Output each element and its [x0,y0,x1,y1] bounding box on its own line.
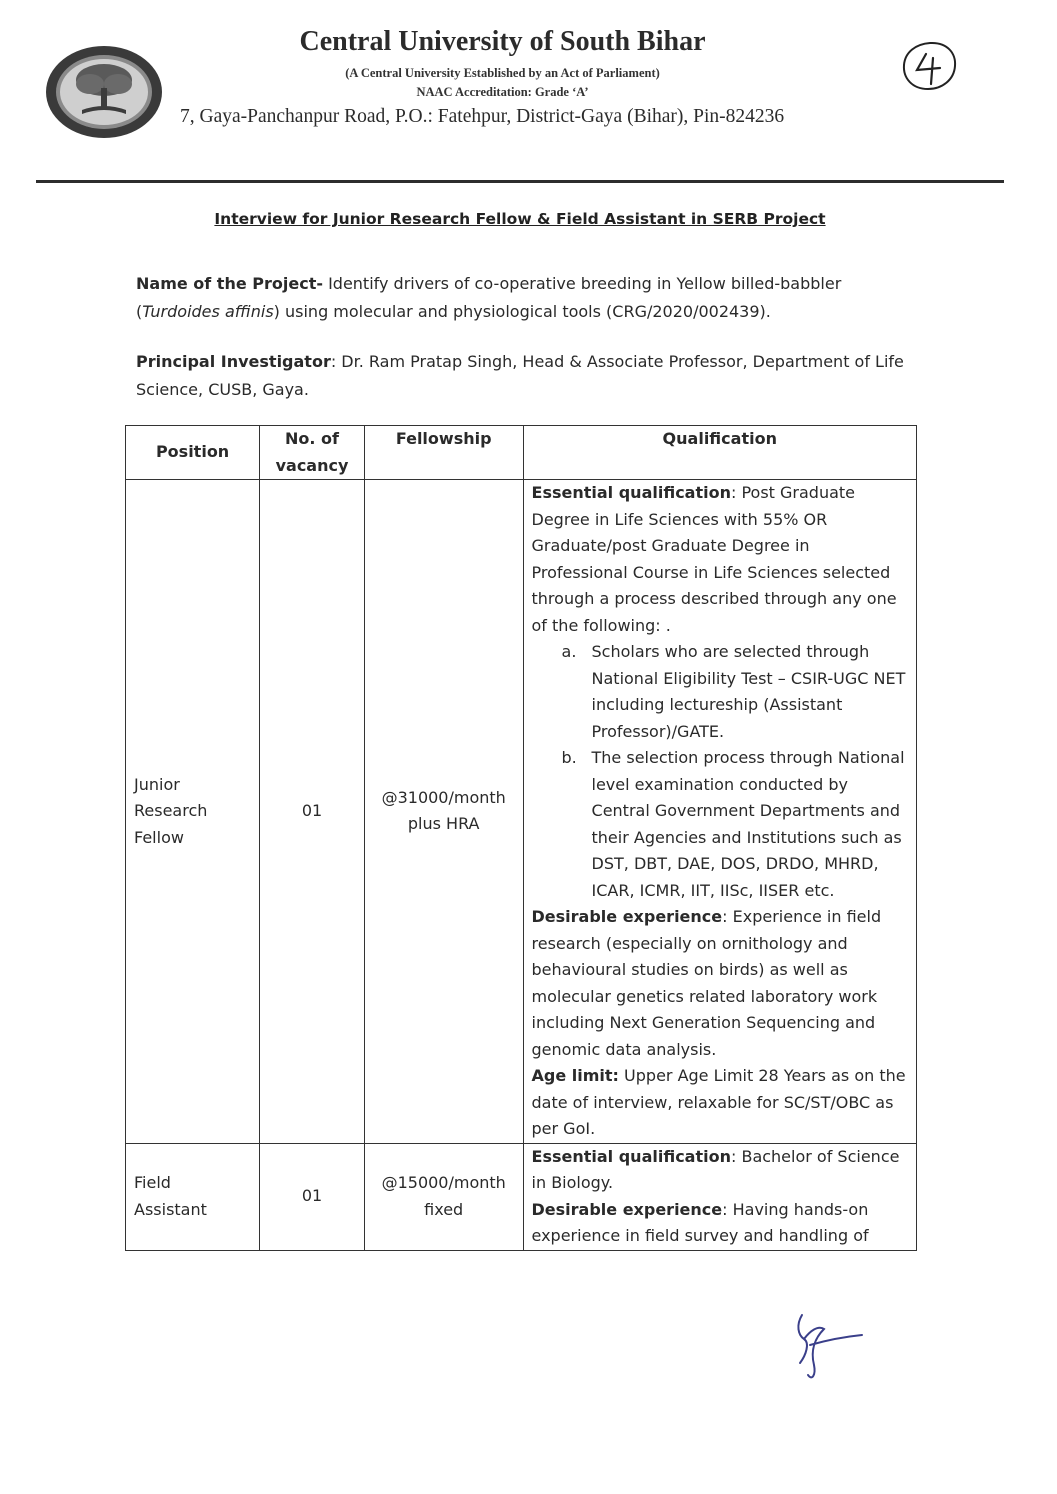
cell-qualification [523,1143,916,1250]
letterhead-divider [36,180,1004,183]
position-line: Fellow [134,827,184,847]
list-marker: b. [561,748,577,767]
eligibility-list [532,639,908,904]
essential-label: Essential qualification [531,1146,731,1166]
cell-vacancy: 01 [260,1143,365,1250]
investigator-text: : Dr. Ram Pratap Singh, Head & Associate Professor, Department of Life Science, CUSB, Gaya. [136,352,904,399]
handwritten-signature [780,1305,870,1385]
position-line: Assistant [134,1199,207,1219]
fellowship-line: @31000/month [381,787,506,807]
essential-text: : Post Graduate Degree in Life Sciences with 55% OR Graduate/post Graduate Degree in Professional Course in Life Sciences selected through a process described through any one of the following: . [531,483,897,635]
established-line: (A Central University Established by an Act of Parliament) [345,66,660,80]
positions-table [125,425,917,1251]
notice-heading: Interview for Junior Research Fellow & Field Assistant in SERB Project [214,210,826,228]
header-fellowship: Fellowship [364,426,523,480]
list-marker: a. [561,642,577,661]
investigator-label: Principal Investigator [136,352,331,371]
investigator-paragraph [136,348,926,404]
project-species: Turdoides affinis [142,302,274,321]
table-row [126,480,917,1144]
age-label: Age limit: [531,1066,619,1085]
age-text: Upper Age Limit 28 Years as on the date of interview, relaxable for SC/ST/OBC as per GoI. [531,1066,906,1138]
fellowship-line: @15000/month [381,1173,506,1192]
essential-label: Essential qualification [531,483,731,502]
list-item [532,745,908,904]
project-text-1: Identify drivers of co-operative breeding in Yellow billed-babbler ( [136,274,842,321]
handwritten-page-number [900,40,958,92]
fellowship-line: plus HRA [407,814,480,834]
position-line: Junior [134,774,180,794]
list-text: The selection process through National level examination conducted by Central Government Departments and their Agencies and Institutions such as DST, DBT, DAE, DOS, DRDO, MHRD, ICAR, ICMR, IIT, IISc, IISER etc. [591,748,905,900]
university-address: 7, Gaya-Panchanpur Road, P.O.: Fatehpur, District-Gaya (Bihar), Pin-824236 [180,106,785,127]
project-text-2: ) using molecular and physiological tools (CRG/2020/002439). [273,302,771,321]
header-vacancy-line1: No. of [285,429,339,448]
cell-fellowship [364,480,523,1144]
project-label: Name of the Project- [136,274,323,293]
header-vacancy-line2: vacancy [275,455,349,475]
cell-qualification [523,480,916,1144]
list-text: Scholars who are selected through National Eligibility Test – CSIR-UGC NET including lectureship (Assistant Professor)/GATE. [591,642,906,741]
project-paragraph [136,270,926,326]
essential-text: : Bachelor of Science in Biology. [531,1146,900,1192]
cell-position [126,480,260,1144]
desirable-text: : Experience in field research (especially on ornithology and behavioural studies on birds) as well as molecular genetics related laboratory work including Next Generation Sequencing and genomic data analysis. [531,907,882,1059]
cell-fellowship [364,1143,523,1250]
list-item [532,639,908,745]
header-qualification: Qualification [523,426,916,480]
desirable-label: Desirable experience [531,1199,723,1219]
header-vacancy [260,426,365,480]
cell-vacancy: 01 [260,480,365,1144]
table-row [126,1143,917,1250]
table-header-row [126,426,917,480]
cell-position [126,1143,260,1250]
fellowship-line: fixed [424,1199,464,1219]
accreditation-line: NAAC Accreditation: Grade ‘A’ [416,85,589,99]
desirable-label: Desirable experience [531,907,723,926]
desirable-text: : Having hands-on experience in field survey and handling of [531,1199,869,1245]
position-line: Field [134,1173,171,1192]
university-name: Central University of South Bihar [299,26,706,57]
header-position: Position [126,426,260,480]
position-line: Research [134,801,208,820]
